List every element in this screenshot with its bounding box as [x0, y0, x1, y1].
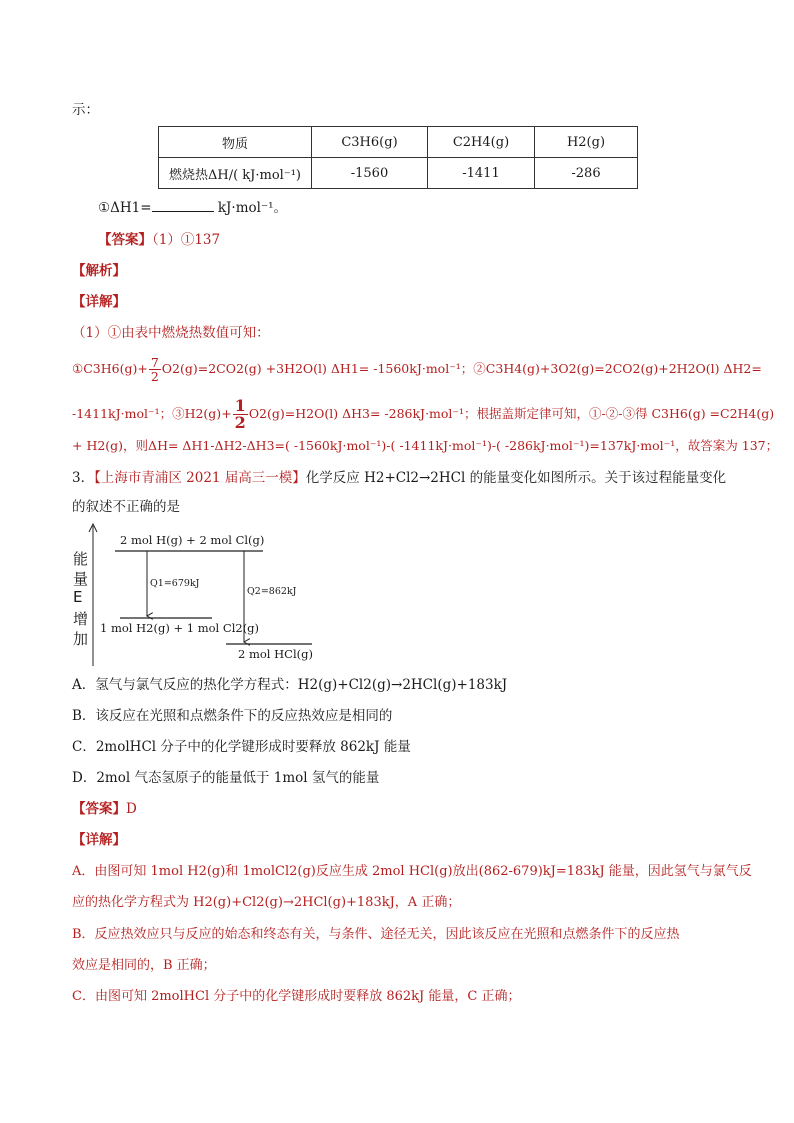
- q1-label: Q1=679kJ: [150, 578, 200, 589]
- table-cell: -286: [535, 158, 638, 189]
- equation-part: O2(g)=H2O(l) ΔH3= -286kJ·mol⁻¹；根据盖斯定律可知，①-②-③得 C3H6(g) =C2H4(g): [248, 406, 775, 421]
- axis-label-char: 量: [73, 570, 89, 588]
- table-row: [159, 158, 638, 189]
- table-header-cell: C3H6(g): [312, 127, 428, 158]
- fraction-denominator: 2: [234, 413, 246, 432]
- option-a: A．氢气与氯气反应的热化学方程式：H2(g)+Cl2(g)→2HCl(g)+183kJ: [72, 677, 508, 693]
- question-source: 【上海市青浦区 2021 届高三一模】: [94, 470, 306, 486]
- intro-text: 示：: [72, 102, 99, 118]
- fraction: [149, 356, 161, 383]
- table-cell: -1560: [312, 158, 428, 189]
- analysis-label: 【解析】: [72, 263, 126, 279]
- equation-line-1: [72, 356, 762, 383]
- detail-label: 【详解】: [72, 294, 126, 310]
- detail-paragraph-line: 应的热化学方程式为 H2(g)+Cl2(g)→2HCl(g)+183kJ，A 正确；: [72, 895, 461, 910]
- option-b: B．该反应在光照和点燃条件下的反应热效应是相同的: [72, 708, 393, 724]
- question-1-suffix: kJ·mol⁻¹。: [213, 200, 287, 216]
- axis-label-char: 增: [73, 610, 89, 628]
- detail-intro: （1）①由表中燃烧热数值可知：: [72, 325, 270, 341]
- question-3-continued: 的叙述不正确的是: [72, 499, 180, 515]
- answer-3: [72, 799, 137, 819]
- fraction-numerator: 1: [234, 396, 246, 415]
- energy-diagram: [70, 520, 330, 670]
- table-header-cell: 物质: [159, 127, 312, 158]
- question-text: 化学反应 H2+Cl2→2HCl 的能量变化如图所示。关于该过程能量变化: [305, 470, 727, 486]
- detail-paragraph-line: C．由图可知 2molHCl 分子中的化学键形成时要释放 862kJ 能量，C 正确；: [72, 989, 521, 1004]
- detail-label: 【详解】: [72, 832, 126, 848]
- low-level-label: 2 mol HCl(g): [238, 647, 313, 661]
- answer-1: [98, 230, 220, 250]
- question-3: [72, 468, 726, 488]
- fraction-denominator: 2: [150, 369, 159, 384]
- top-level-label: 2 mol H(g) + 2 mol Cl(g): [120, 533, 265, 547]
- table-row-label: 燃烧热ΔH/( kJ·mol⁻¹): [159, 158, 312, 189]
- axis-label-char: 加: [73, 630, 89, 648]
- equation-part: ①C3H6(g)+: [72, 361, 148, 376]
- question-number: 3．: [72, 470, 95, 486]
- fraction-numerator: 7: [150, 355, 159, 370]
- axis-label-char: 能: [73, 550, 89, 568]
- table-header-cell: C2H4(g): [428, 127, 535, 158]
- question-1-blank-line: [98, 198, 287, 218]
- option-d: D．2mol 气态氢原子的能量低于 1mol 氢气的能量: [72, 770, 380, 786]
- answer-text: D: [126, 801, 137, 817]
- table-header-cell: H2(g): [535, 127, 638, 158]
- equation-part: O2(g)=2CO2(g) +3H2O(l) ΔH1= -1560kJ·mol⁻¹；②C3H4(g)+3O2(g)=2CO2(g)+2H2O(l) ΔH2=: [161, 361, 762, 376]
- mid-level-label: 1 mol H2(g) + 1 mol Cl2(g): [100, 621, 260, 635]
- detail-paragraph-line: B．反应热效应只与反应的始态和终态有关，与条件、途径无关，因此该反应在光照和点燃条件下的反应热: [72, 927, 680, 942]
- equation-part: -1411kJ·mol⁻¹；③H2(g)+: [72, 406, 232, 421]
- table-cell: -1411: [428, 158, 535, 189]
- answer-text: （1）①137: [152, 232, 221, 248]
- table-header-row: [159, 127, 638, 158]
- axis-label-char: E: [73, 588, 83, 606]
- equation-line-2: [72, 398, 774, 431]
- answer-label: 【答案】: [72, 801, 126, 817]
- fraction: [233, 398, 248, 431]
- detail-paragraph-line: A．由图可知 1mol H2(g)和 1molCl2(g)反应生成 2mol HCl(g)放出(862-679)kJ=183kJ 能量，因此氢气与氯气反: [72, 864, 752, 879]
- option-c: C．2molHCl 分子中的化学键形成时要释放 862kJ 能量: [72, 739, 411, 755]
- answer-label: 【答案】: [98, 232, 152, 248]
- question-1-prefix: ①ΔH1=: [98, 200, 152, 216]
- combustion-heat-table: [158, 126, 638, 189]
- q2-label: Q2=862kJ: [247, 586, 297, 597]
- answer-blank: [152, 199, 214, 212]
- equation-line-3: + H2(g)，则ΔH= ΔH1-ΔH2-ΔH3=( -1560kJ·mol⁻¹)-( -1411kJ·mol⁻¹)-( -286kJ·mol⁻¹)=137kJ·mol⁻¹，故答案为 137；: [72, 438, 779, 453]
- detail-paragraph-line: 效应是相同的，B 正确；: [72, 958, 216, 973]
